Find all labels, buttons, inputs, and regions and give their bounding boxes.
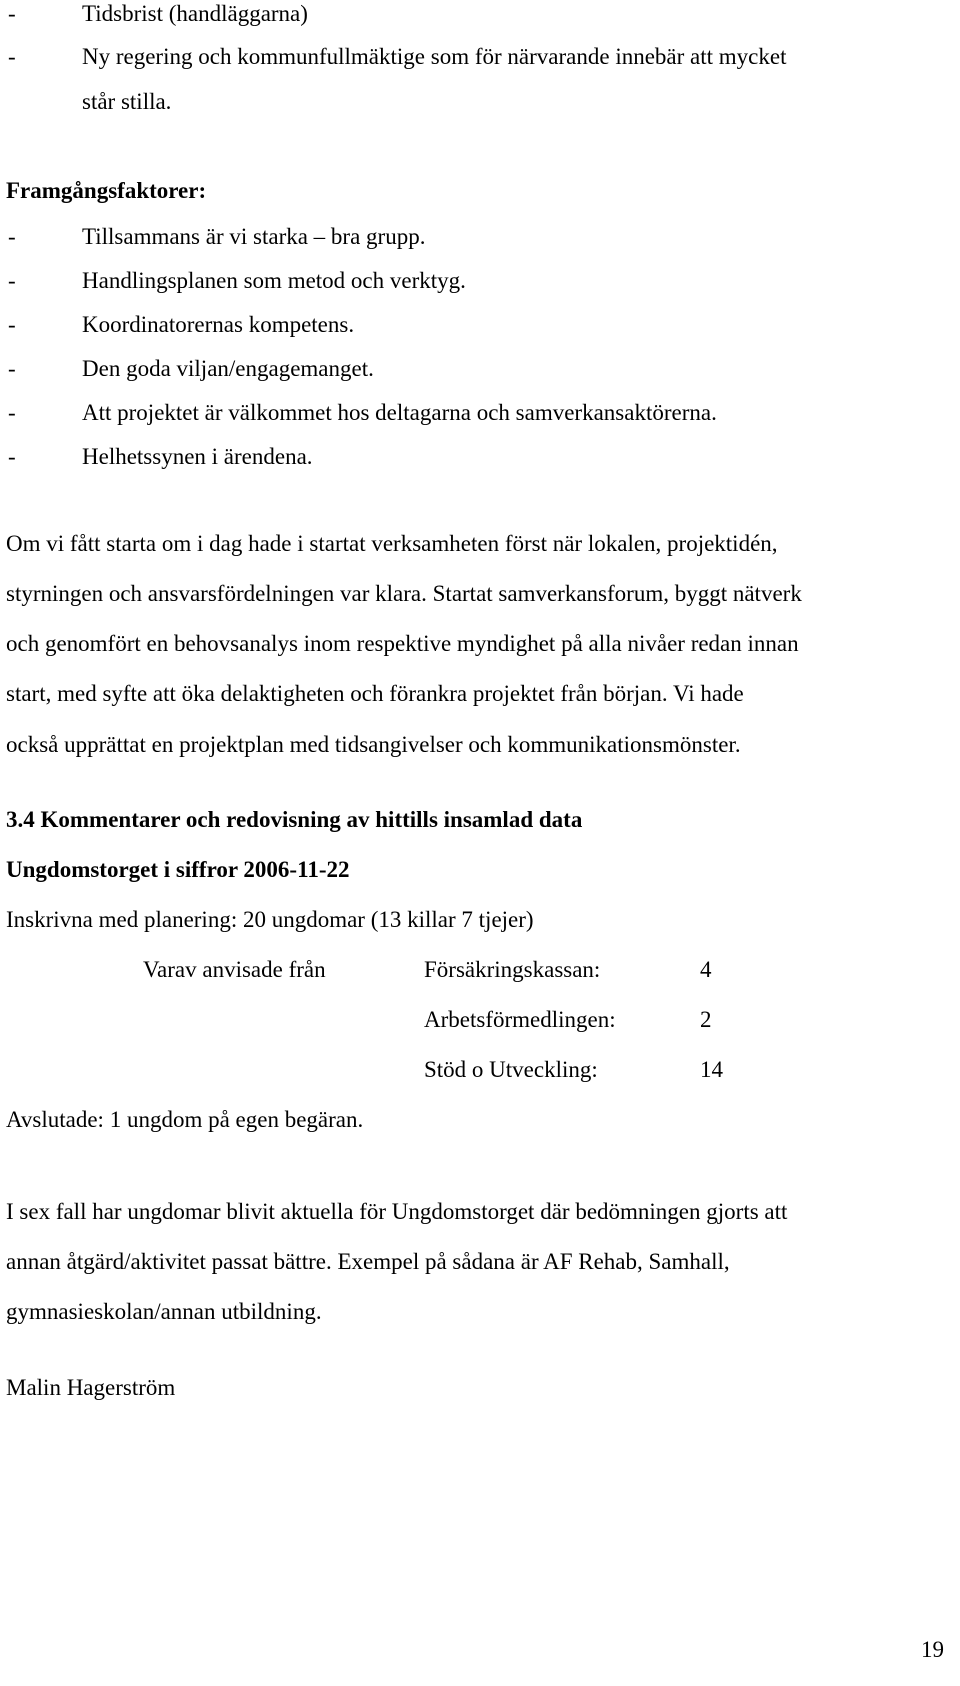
referral-count: 4 xyxy=(700,957,712,982)
referral-source: Försäkringskassan: xyxy=(424,957,601,982)
list-item-text: Helhetssynen i ärendena. xyxy=(82,444,313,469)
paragraph-line: start, med syfte att öka delaktigheten och förankra projektet från början. Vi hade xyxy=(6,681,744,706)
success-factors-heading: Framgångsfaktorer: xyxy=(6,178,207,203)
referral-count: 14 xyxy=(700,1057,723,1082)
referral-source: Stöd o Utveckling: xyxy=(424,1057,598,1082)
paragraph-line: också upprättat en projektplan med tidsangivelser och kommunikationsmönster. xyxy=(6,732,741,757)
list-item-text: Tillsammans är vi starka – bra grupp. xyxy=(82,224,426,249)
referral-count: 2 xyxy=(700,1007,712,1032)
list-item-text: Koordinatorernas kompetens. xyxy=(82,312,355,337)
paragraph-line: annan åtgärd/aktivitet passat bättre. Exempel på sådana är AF Rehab, Samhall, xyxy=(6,1249,730,1274)
list-item-text: Ny regering och kommunfullmäktige som för närvarande innebär att mycket xyxy=(82,44,787,69)
paragraph-line: Om vi fått starta om i dag hade i startat verksamheten först när lokalen, projektidén, xyxy=(6,531,778,556)
referred-label: Varav anvisade från xyxy=(143,957,326,982)
page-number: 19 xyxy=(921,1637,944,1662)
list-item-text: Handlingsplanen som metod och verktyg. xyxy=(82,268,466,293)
bullet-dash: - xyxy=(8,224,16,249)
bullet-dash: - xyxy=(8,356,16,381)
section-subheading: Ungdomstorget i siffror 2006-11-22 xyxy=(6,857,350,882)
list-item-text: Att projektet är välkommet hos deltagarna och samverkansaktörerna. xyxy=(82,400,717,425)
bullet-dash: - xyxy=(8,1,16,26)
bullet-dash: - xyxy=(8,44,16,69)
paragraph-line: gymnasieskolan/annan utbildning. xyxy=(6,1299,322,1324)
paragraph-line: styrningen och ansvarsfördelningen var klara. Startat samverkansforum, byggt nätverk xyxy=(6,581,802,606)
paragraph-line: och genomfört en behovsanalys inom respektive myndighet på alla nivåer redan innan xyxy=(6,631,799,656)
enrolled-line: Inskrivna med planering: 20 ungdomar (13 killar 7 tjejer) xyxy=(6,907,534,932)
paragraph-line: I sex fall har ungdomar blivit aktuella för Ungdomstorget där bedömningen gjorts att xyxy=(6,1199,788,1224)
bullet-dash: - xyxy=(8,268,16,293)
list-item-text: Tidsbrist (handläggarna) xyxy=(82,1,308,26)
author-name: Malin Hagerström xyxy=(6,1375,176,1400)
bullet-dash: - xyxy=(8,312,16,337)
bullet-dash: - xyxy=(8,444,16,469)
list-item-text: Den goda viljan/engagemanget. xyxy=(82,356,374,381)
section-heading: 3.4 Kommentarer och redovisning av hittills insamlad data xyxy=(6,807,583,832)
referral-source: Arbetsförmedlingen: xyxy=(424,1007,616,1032)
concluded-line: Avslutade: 1 ungdom på egen begäran. xyxy=(6,1107,364,1132)
list-item-text: står stilla. xyxy=(82,89,172,114)
bullet-dash: - xyxy=(8,400,16,425)
